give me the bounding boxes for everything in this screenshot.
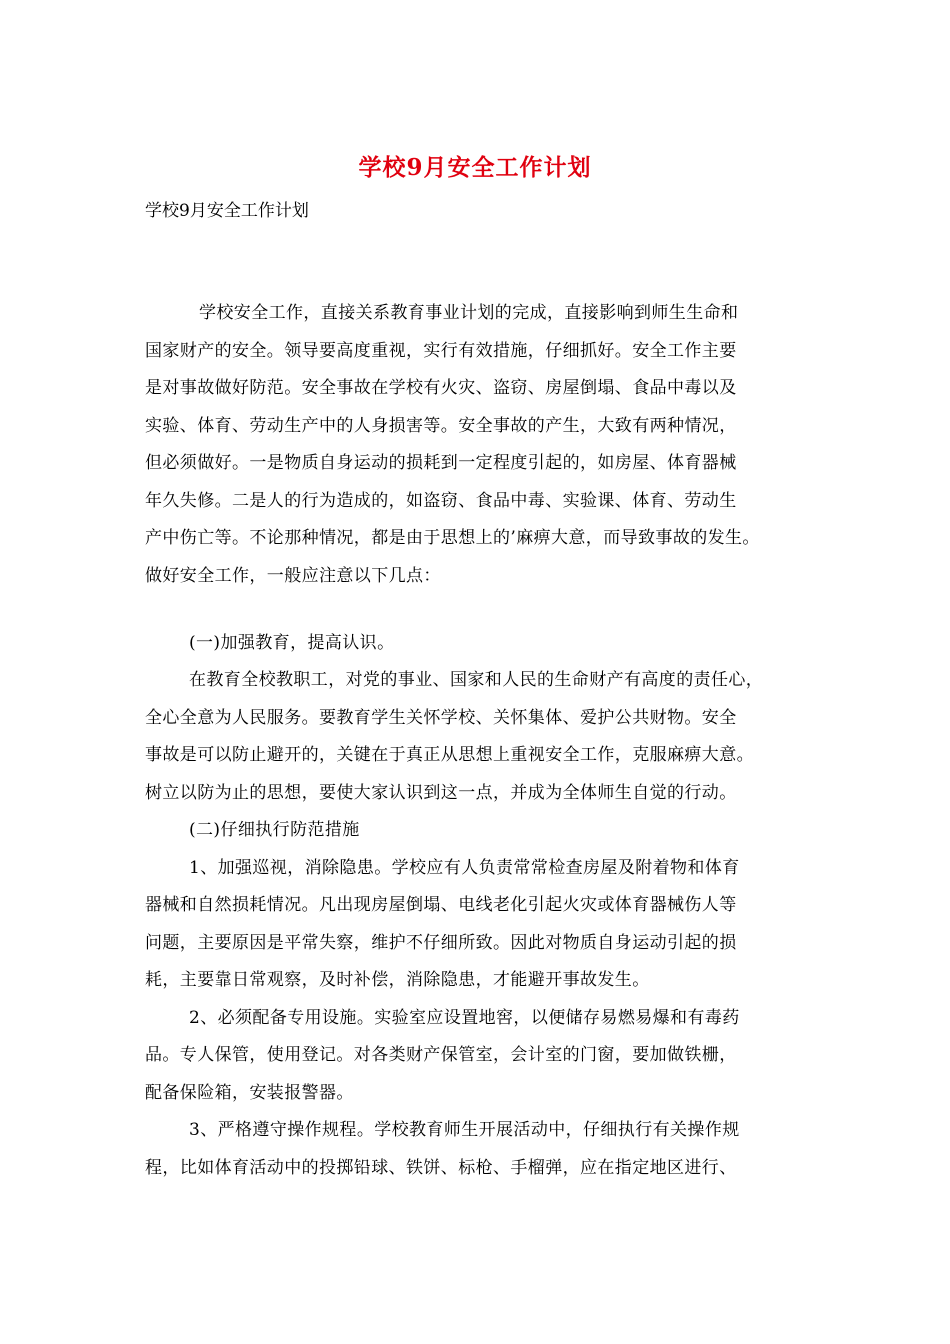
paragraph-line: 是对事故做好防范。安全事故在学校有火灾、盗窃、房屋倒塌、食品中毒以及: [145, 378, 737, 398]
paragraph-line: 树立以防为止的思想，要使大家认识到这一点，并成为全体师生自觉的行动。: [145, 783, 737, 803]
paragraph-line: 程，比如体育活动中的投掷铅球、铁饼、标枪、手榴弹，应在指定地区进行、: [145, 1158, 737, 1178]
paragraph-line: 学校安全工作，直接关系教育事业计划的完成，直接影响到师生生命和: [199, 303, 739, 323]
paragraph-line: 实验、体育、劳动生产中的人身损害等。安全事故的产生，大致有两种情况，: [145, 416, 737, 436]
paragraph-line: 2、必须配备专用设施。实验室应设置地窖，以便储存易燃易爆和有毒药: [189, 1008, 740, 1028]
paragraph-line: 年久失修。二是人的行为造成的，如盗窃、食品中毒、实验课、体育、劳动生: [145, 491, 737, 511]
paragraph-line: 全心全意为人民服务。要教育学生关怀学校、关怀集体、爱护公共财物。安全: [145, 708, 737, 728]
paragraph-line: 产中伤亡等。不论那种情况，都是由于思想上的’麻痹大意，而导致事故的发生。: [145, 528, 760, 548]
section-heading: (一)加强教育，提高认识。: [189, 633, 395, 653]
paragraph-line: 耗，主要靠日常观察，及时补偿，消除隐患，才能避开事故发生。: [145, 970, 650, 990]
paragraph-line: 问题，主要原因是平常失察，维护不仔细所致。因此对物质自身运动引起的损: [145, 933, 737, 953]
paragraph-line: 器械和自然损耗情况。凡出现房屋倒塌、电线老化引起火灾或体育器械伤人等: [145, 895, 737, 915]
paragraph-line: 在教育全校教职工，对党的事业、国家和人民的生命财产有高度的责任心，: [189, 670, 764, 690]
paragraph-line: 国家财产的安全。领导要高度重视，实行有效措施，仔细抓好。安全工作主要: [145, 341, 737, 361]
document-title: 学校9月安全工作计划: [358, 154, 592, 181]
paragraph-line: 配备保险箱，安装报警器。: [145, 1083, 354, 1103]
paragraph-line: 做好安全工作，一般应注意以下几点：: [145, 566, 441, 586]
paragraph-line: 1、加强巡视，消除隐患。学校应有人负责常常检查房屋及附着物和体育: [189, 858, 740, 878]
document-subtitle: 学校9月安全工作计划: [145, 201, 309, 221]
paragraph-line: 事故是可以防止避开的，关键在于真正从思想上重视安全工作，克服麻痹大意。: [145, 745, 754, 765]
paragraph-line: 品。专人保管，使用登记。对各类财产保管室，会计室的门窗，要加做铁栅，: [145, 1045, 737, 1065]
paragraph-line: 3、严格遵守操作规程。学校教育师生开展活动中，仔细执行有关操作规: [189, 1120, 740, 1140]
paragraph-line: 但必须做好。一是物质自身运动的损耗到一定程度引起的，如房屋、体育器械: [145, 453, 737, 473]
section-heading: (二)仔细执行防范措施: [189, 820, 360, 840]
